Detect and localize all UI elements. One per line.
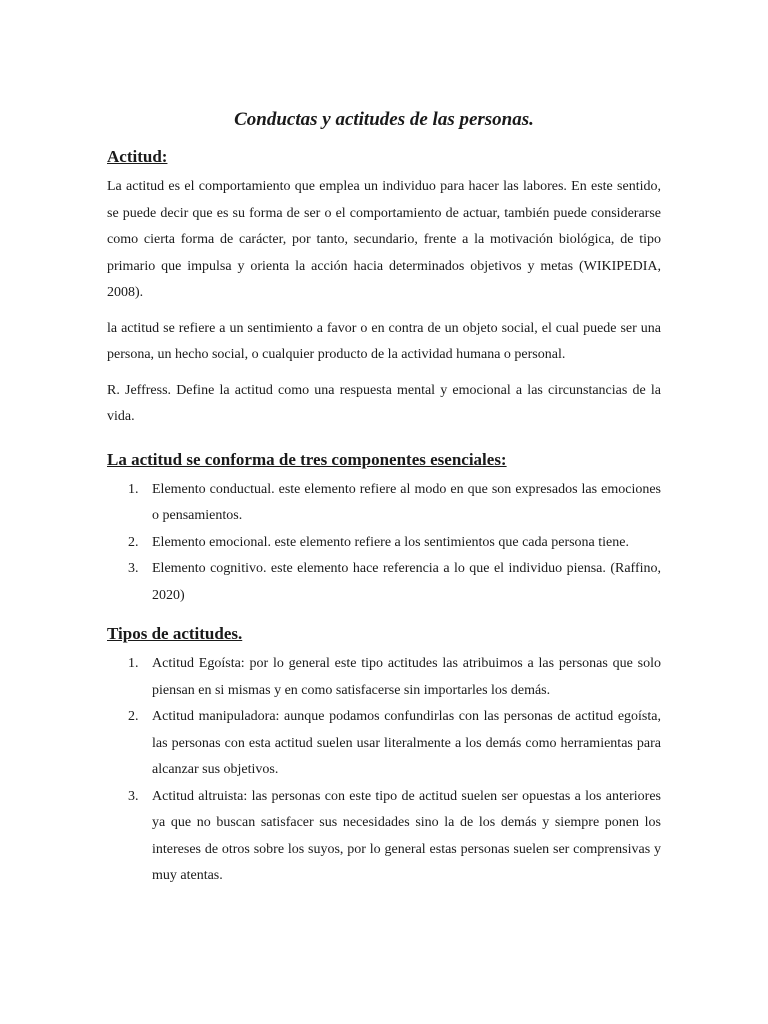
list-item-number: 2. [128, 534, 139, 550]
paragraph-jeffress: R. Jeffress. Define la actitud como una respuesta mental y emocional a las circunstancias de la vida. [107, 382, 661, 424]
list-item-number: 1. [128, 481, 139, 497]
section-heading-tipos: Tipos de actitudes. [107, 624, 243, 643]
components-list [107, 477, 661, 610]
list-item [107, 477, 661, 530]
list-item-text: Elemento conductual. este elemento refiere al modo en que son expresados las emociones o pensamientos. [152, 481, 661, 523]
list-item-text: Actitud altruista: las personas con este tipo de actitud suelen ser opuestas a los anteriores ya que no buscan satisfacer sus necesidades sino la de los demás y siempre ponen los intereses de otros sobre los suyos, por lo general estas personas suelen ser comprensivas y muy atentas. [152, 788, 661, 883]
list-item-text: Elemento emocional. este elemento refiere a los sentimientos que cada persona tiene. [152, 534, 629, 550]
list-item [107, 556, 661, 609]
list-item [107, 651, 661, 704]
list-item-text: Elemento cognitivo. este elemento hace referencia a lo que el individuo piensa. (Raffino, 2020) [152, 561, 661, 603]
list-item-number: 3. [128, 561, 139, 576]
paragraph-definition: La actitud es el comportamiento que emplea un individuo para hacer las labores. En este sentido, se puede decir que es su forma de ser o el comportamiento de actuar, también puede considerarse como cierta forma de carácter, por tanto, secundario, frente a la motivación biológica, de tipo primario que impulsa y orienta la acción hacia determinados objetivos y metas (WIKIPEDIA, 2008). [107, 179, 661, 300]
list-item-text: Actitud Egoísta: por lo general este tipo actitudes las atribuimos a las personas que solo piensan en si mismas y en como satisfacerse sin importarles los demás. [152, 656, 661, 698]
types-list [107, 651, 661, 890]
document-title: Conductas y actitudes de las personas. [234, 109, 534, 130]
list-item [107, 784, 661, 890]
section-heading-componentes: La actitud se conforma de tres componentes esenciales: [107, 449, 507, 469]
list-item-number: 2. [128, 709, 139, 724]
list-item-text: Actitud manipuladora: aunque podamos confundirlas con las personas de actitud egoísta, las personas con esta actitud suelen usar literalmente a los demás como herramientas para alcanzar sus objetivos. [152, 709, 661, 777]
list-item-number: 3. [128, 788, 139, 804]
list-item [107, 704, 661, 784]
paragraph-social-object: la actitud se refiere a un sentimiento a favor o en contra de un objeto social, el cual puede ser una persona, un hecho social, o cualquier producto de la actividad humana o personal. [107, 320, 661, 362]
list-item [107, 530, 661, 557]
section-heading-actitud: Actitud: [107, 147, 168, 166]
list-item-number: 1. [128, 656, 139, 671]
